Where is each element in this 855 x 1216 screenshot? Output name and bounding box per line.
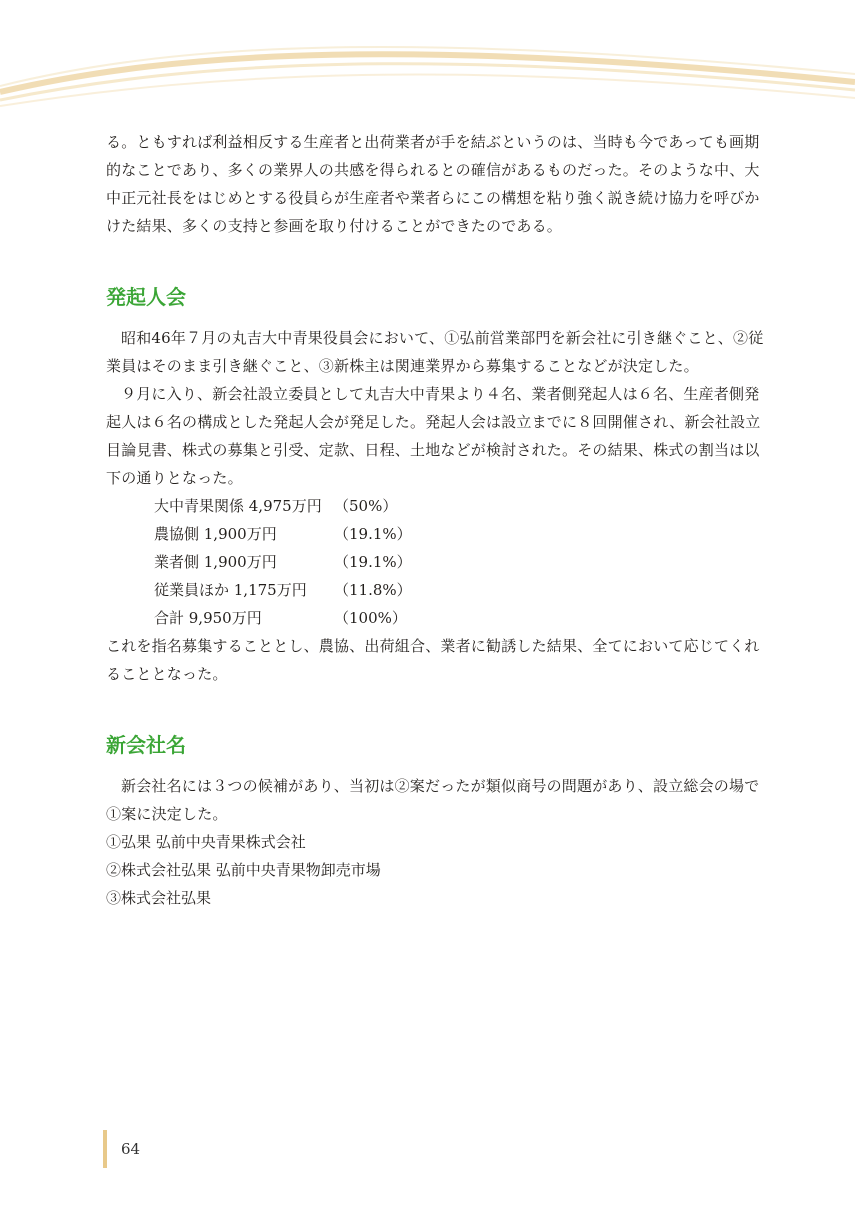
candidate-name: ③株式会社弘果 [106, 889, 212, 907]
allocation-row [106, 604, 766, 632]
candidate-name: ①弘果 弘前中央青果株式会社 [106, 833, 306, 851]
allocation-percent: （11.8%） [334, 581, 412, 599]
allocation-label: 農協側 1,900万円 [154, 525, 277, 543]
allocation-row [106, 520, 766, 548]
allocation-percent: （19.1%） [334, 525, 412, 543]
section1-paragraph-1: 昭和46年７月の丸吉大中青果役員会において、①弘前営業部門を新会社に引き継ぐこと、②従業員はそのまま引き継ぐこと、③新株主は関連業界から募集することなどが決定した。 [106, 329, 764, 375]
company-name-candidates [106, 828, 766, 912]
allocation-row [106, 492, 766, 520]
allocation-percent: （50%） [334, 497, 398, 515]
section-heading-hokinin: 発起人会 [106, 285, 186, 309]
decorative-header-swoosh [0, 0, 855, 120]
section1-paragraph-3: これを指名募集することとし、農協、出荷組合、業者に勧誘した結果、全てにおいて応じてくれることとなった。 [106, 637, 760, 683]
intro-paragraph: る。ともすれば利益相反する生産者と出荷業者が手を結ぶというのは、当時も今であっても画期的なことであり、多くの業界人の共感を得られるとの確信があるものだった。そのような中、大中正元社長をはじめとする役員らが生産者や業者らにこの構想を粘り強く説き続け協力を呼びかけた結果、多くの支持と参画を取り付けることができたのである。 [106, 133, 760, 235]
page-number-accent-bar [103, 1130, 107, 1168]
allocation-row [106, 548, 766, 576]
allocation-percent: （19.1%） [334, 553, 412, 571]
allocation-label: 従業員ほか 1,175万円 [154, 581, 307, 599]
allocation-label: 大中青果関係 4,975万円 [154, 497, 322, 515]
allocation-row [106, 576, 766, 604]
allocation-percent: （100%） [334, 609, 407, 627]
allocation-label: 合計 9,950万円 [154, 609, 262, 627]
candidate-name: ②株式会社弘果 弘前中央青果物卸売市場 [106, 861, 381, 879]
section2-paragraph-1: 新会社名には３つの候補があり、当初は②案だったが類似商号の問題があり、設立総会の場で①案に決定した。 [106, 777, 760, 823]
allocation-label: 業者側 1,900万円 [154, 553, 277, 571]
page-content [106, 128, 766, 912]
page-number: 64 [121, 1140, 141, 1158]
share-allocation-list [106, 492, 766, 632]
section1-paragraph-2: ９月に入り、新会社設立委員として丸吉大中青果より４名、業者側発起人は６名、生産者側発起人は６名の構成とした発起人会が発足した。発起人会は設立までに８回開催され、新会社設立目論見書、株式の募集と引受、定款、日程、土地などが検討された。その結果、株式の割当は以下の通りとなった。 [106, 385, 761, 487]
section-heading-company-name: 新会社名 [106, 733, 186, 757]
